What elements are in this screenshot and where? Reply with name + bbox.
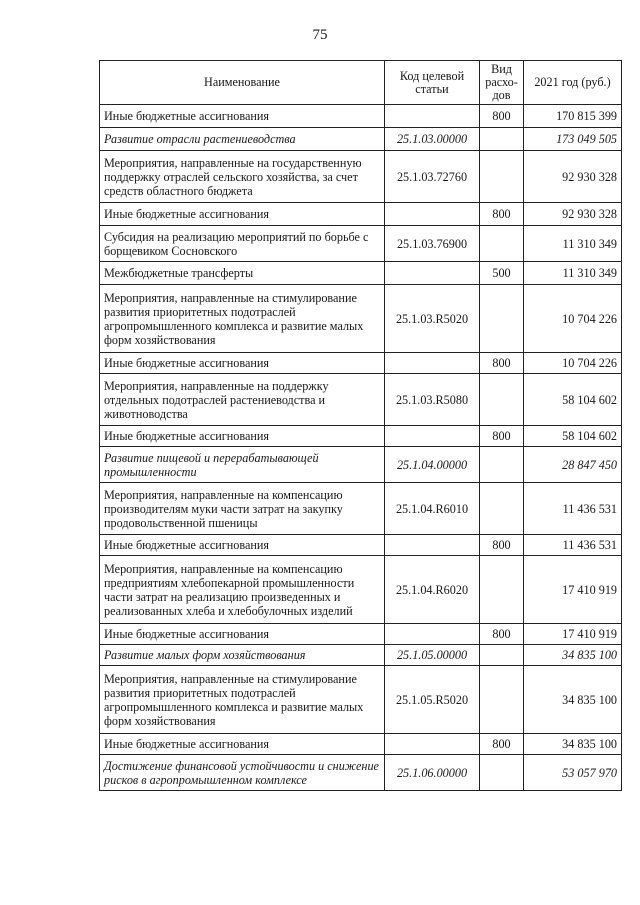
cell-amount: 53 057 970 [524,755,622,791]
cell-amount: 11 436 531 [524,535,622,556]
cell-name: Иные бюджетные ассигнования [100,203,385,226]
cell-amount: 34 835 100 [524,734,622,755]
cell-amount: 58 104 602 [524,374,622,426]
cell-code: 25.1.03.76900 [385,226,480,262]
cell-type [480,645,524,666]
cell-name: Субсидия на реализацию мероприятий по борьбе с борщевиком Сосновского [100,226,385,262]
cell-code: 25.1.03.72760 [385,151,480,203]
table-row [100,285,622,353]
cell-name: Иные бюджетные ассигнования [100,624,385,645]
cell-type [480,226,524,262]
cell-amount: 17 410 919 [524,556,622,624]
cell-code: 25.1.03.R5080 [385,374,480,426]
table-row [100,151,622,203]
header-amount: 2021 год (руб.) [524,61,622,105]
cell-type: 800 [480,734,524,755]
cell-name: Иные бюджетные ассигнования [100,535,385,556]
cell-name: Мероприятия, направленные на поддержку отдельных подотраслей растениеводства и животноводства [100,374,385,426]
table-row [100,734,622,755]
table-row [100,755,622,791]
cell-name: Иные бюджетные ассигнования [100,426,385,447]
cell-code: 25.1.06.00000 [385,755,480,791]
cell-type [480,374,524,426]
cell-name: Мероприятия, направленные на стимулирование развития приоритетных подотраслей агропромышленного комплекса и развитие малых форм хозяйствования [100,666,385,734]
cell-amount: 92 930 328 [524,151,622,203]
cell-type [480,285,524,353]
cell-name: Межбюджетные трансферты [100,262,385,285]
header-code: Код целевой статьи [385,61,480,105]
cell-amount: 11 310 349 [524,226,622,262]
cell-type: 500 [480,262,524,285]
cell-code: 25.1.04.00000 [385,447,480,483]
cell-amount: 17 410 919 [524,624,622,645]
cell-amount: 28 847 450 [524,447,622,483]
cell-type [480,128,524,151]
table-row [100,535,622,556]
budget-table [99,60,622,791]
table-row [100,353,622,374]
cell-amount: 34 835 100 [524,666,622,734]
cell-amount: 10 704 226 [524,285,622,353]
table-row [100,666,622,734]
table-row [100,645,622,666]
table-row [100,203,622,226]
cell-type [480,447,524,483]
cell-amount: 170 815 399 [524,105,622,128]
cell-name: Иные бюджетные ассигнования [100,353,385,374]
cell-type [480,483,524,535]
cell-name: Развитие пищевой и перерабатывающей промышленности [100,447,385,483]
cell-name: Иные бюджетные ассигнования [100,105,385,128]
cell-amount: 92 930 328 [524,203,622,226]
cell-code: 25.1.04.R6010 [385,483,480,535]
table-row [100,624,622,645]
cell-type [480,666,524,734]
cell-code [385,535,480,556]
cell-code [385,353,480,374]
cell-type: 800 [480,105,524,128]
cell-name: Иные бюджетные ассигнования [100,734,385,755]
table-row [100,105,622,128]
cell-code [385,105,480,128]
cell-type [480,556,524,624]
cell-amount: 10 704 226 [524,353,622,374]
table-row [100,447,622,483]
cell-amount: 173 049 505 [524,128,622,151]
cell-type: 800 [480,624,524,645]
cell-type: 800 [480,426,524,447]
header-name: Наименование [100,61,385,105]
cell-code [385,734,480,755]
table-row [100,262,622,285]
table-row [100,483,622,535]
header-type: Вид расхо-дов [480,61,524,105]
cell-code [385,203,480,226]
cell-code: 25.1.03.R5020 [385,285,480,353]
cell-code: 25.1.04.R6020 [385,556,480,624]
cell-name: Мероприятия, направленные на стимулирование развития приоритетных подотраслей агропромышленного комплекса и развитие малых форм хозяйствования [100,285,385,353]
cell-amount: 11 436 531 [524,483,622,535]
table-row [100,128,622,151]
cell-type [480,151,524,203]
cell-amount: 11 310 349 [524,262,622,285]
table-row [100,556,622,624]
cell-name: Развитие малых форм хозяйствования [100,645,385,666]
table-row [100,426,622,447]
cell-code: 25.1.03.00000 [385,128,480,151]
cell-code [385,262,480,285]
cell-code [385,426,480,447]
cell-name: Развитие отрасли растениеводства [100,128,385,151]
cell-name: Мероприятия, направленные на компенсацию производителям муки части затрат на закупку продовольственной пшеницы [100,483,385,535]
cell-type: 800 [480,353,524,374]
cell-code: 25.1.05.R5020 [385,666,480,734]
cell-name: Мероприятия, направленные на компенсацию предприятиям хлебопекарной промышленности части затрат на реализацию произведенных и реализованных хлеба и хлебобулочных изделий [100,556,385,624]
cell-code: 25.1.05.00000 [385,645,480,666]
table-row [100,226,622,262]
table-header-row [100,61,622,105]
cell-code [385,624,480,645]
table-row [100,374,622,426]
cell-type: 800 [480,203,524,226]
cell-name: Достижение финансовой устойчивости и снижение рисков в агропромышленном комплексе [100,755,385,791]
cell-type: 800 [480,535,524,556]
cell-amount: 58 104 602 [524,426,622,447]
cell-type [480,755,524,791]
cell-amount: 34 835 100 [524,645,622,666]
cell-name: Мероприятия, направленные на государственную поддержку отраслей сельского хозяйства, за счет средств областного бюджета [100,151,385,203]
page-number: 75 [312,27,328,43]
